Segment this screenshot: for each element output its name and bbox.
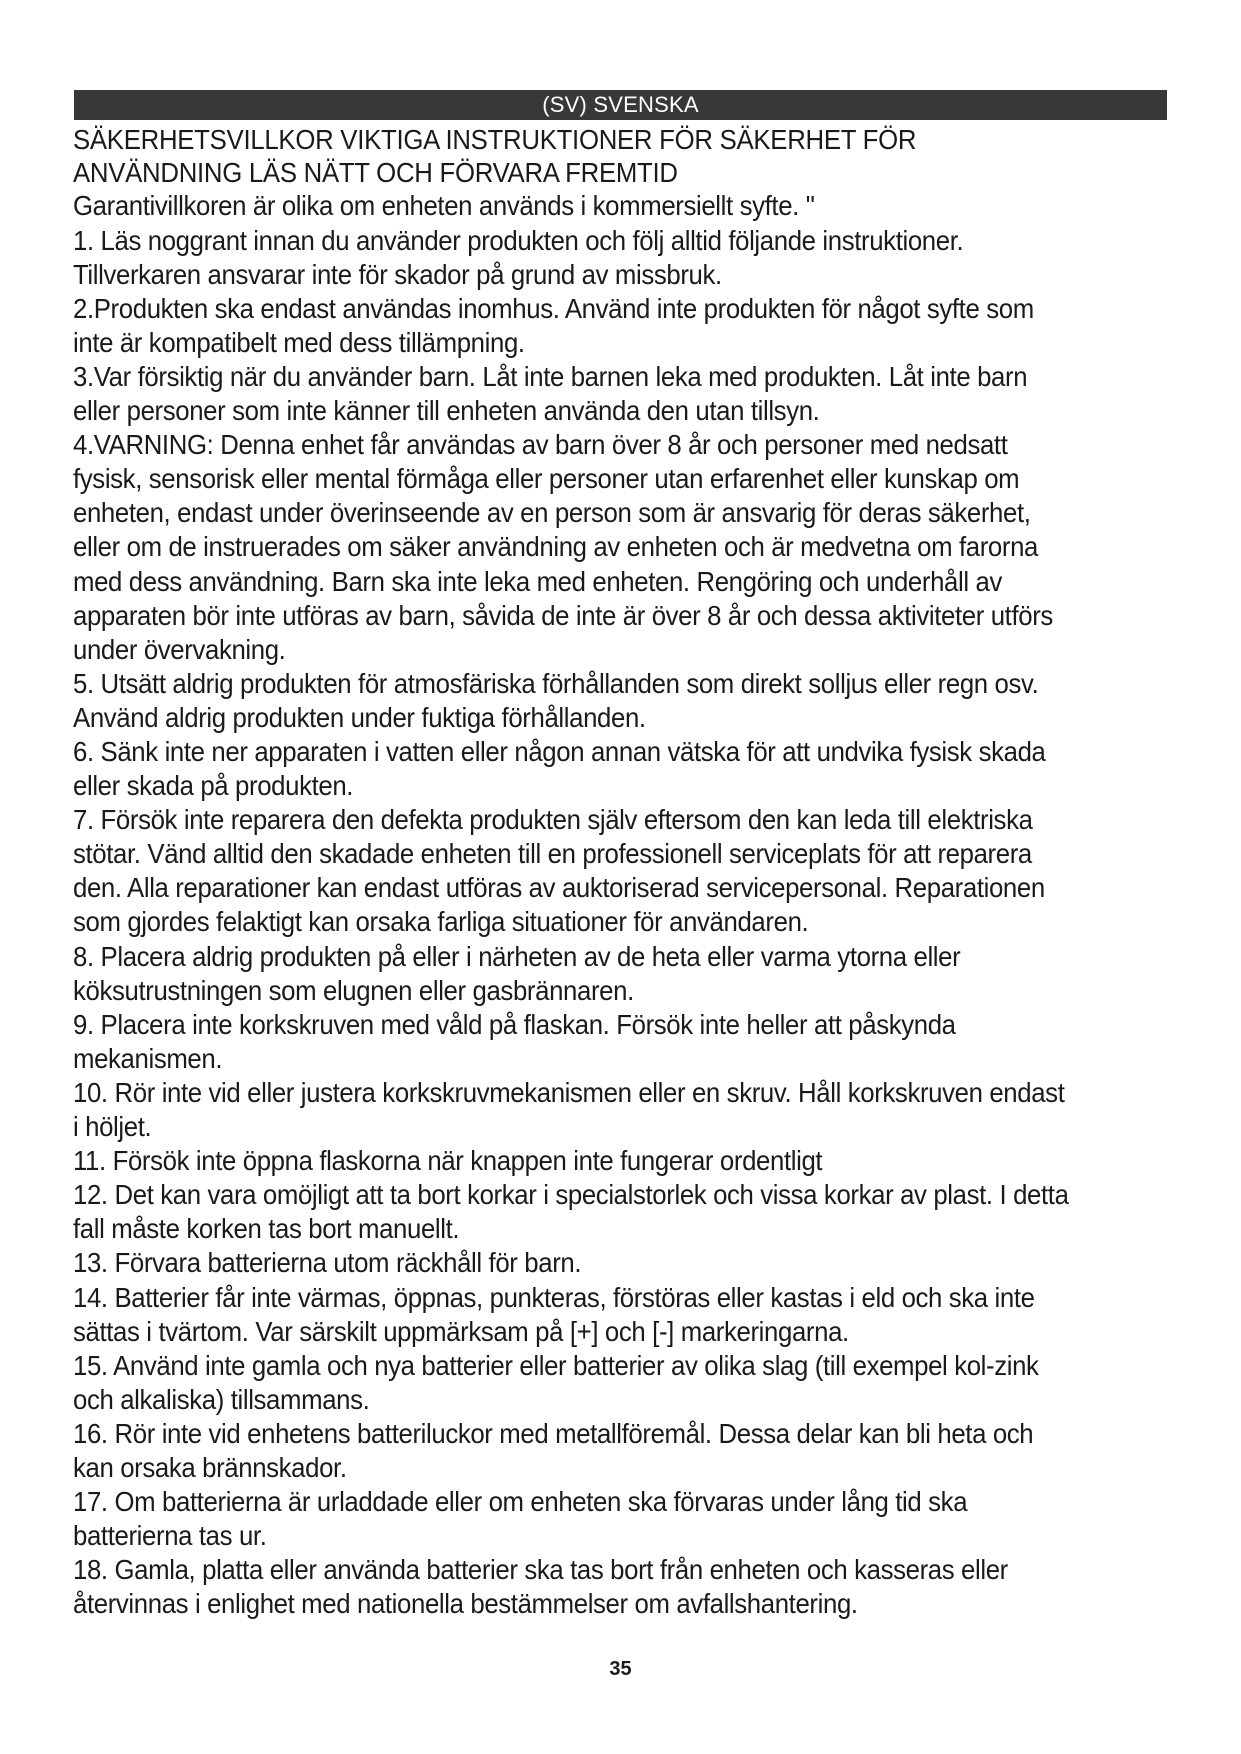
instruction-item: 8. Placera aldrig produkten på eller i närheten av de heta eller varma ytorna eller köksutrustningen som elugnen eller gasbrännaren. — [73, 940, 961, 1006]
instruction-item: 13. Förvara batterierna utom räckhåll för barn. — [73, 1247, 582, 1279]
instruction-item: 2.Produkten ska endast användas inomhus. Använd inte produkten för något syfte som inte är kompatibelt med dess tillämpning. — [73, 292, 1034, 358]
page-number: 35 — [609, 1658, 632, 1680]
instruction-item: 16. Rör inte vid enhetens batteriluckor med metallföremål. Dessa delar kan bli heta och kan orsaka brännskador. — [73, 1417, 1034, 1483]
document-title: SÄKERHETSVILLKOR VIKTIGA INSTRUKTIONER FÖR SÄKERHET FÖR ANVÄNDNING LÄS NÄTT OCH FÖRVARA FREMTID — [73, 124, 917, 188]
instruction-item: 17. Om batterierna är urladdade eller om enheten ska förvaras under lång tid ska batterierna tas ur. — [73, 1486, 968, 1552]
instruction-item: 4.VARNING: Denna enhet får användas av barn över 8 år och personer med nedsatt fysisk, sensorisk eller mental förmåga eller personer utan erfarenhet eller kunskap om enheten, endast under överinseende av en person som är ansvarig för deras säkerhet, eller om de instruerades om säker användning av enheten och är medvetna om farorna med dess användning. Barn ska inte leka med enheten. Rengöring och underhåll av apparaten bör inte utföras av barn, såvida de inte är över 8 år och dessa aktiviteter utförs under övervakning. — [73, 429, 1053, 665]
instruction-item: 14. Batterier får inte värmas, öppnas, punkteras, förstöras eller kastas i eld och ska inte sättas i tvärtom. Var särskilt uppmärksam på [+] och [-] markeringarna. — [73, 1281, 1035, 1347]
instruction-list — [73, 224, 1173, 1622]
warranty-intro: Garantivillkoren är olika om enheten används i kommersiellt syfte. " — [73, 190, 815, 221]
document-content — [73, 123, 1173, 1621]
instruction-item: 12. Det kan vara omöjligt att ta bort korkar i specialstorlek och vissa korkar av plast. I detta fall måste korken tas bort manuellt. — [73, 1179, 1069, 1245]
instruction-item: 7. Försök inte reparera den defekta produkten själv eftersom den kan leda till elektriska stötar. Vänd alltid den skadade enheten till en professionell serviceplats för att reparera den. Alla reparationer kan endast utföras av auktoriserad servicepersonal. Reparationen som gjordes felaktigt kan orsaka farliga situationer för användaren. — [73, 804, 1045, 938]
language-header-bar: (SV) SVENSKA — [74, 90, 1167, 120]
instruction-item: 10. Rör inte vid eller justera korkskruvmekanismen eller en skruv. Håll korkskruven endast i höljet. — [73, 1076, 1065, 1143]
instruction-item: 18. Gamla, platta eller använda batterier ska tas bort från enheten och kasseras eller återvinnas i enlighet med nationella bestämmelser om avfallshantering. — [73, 1554, 1008, 1620]
instruction-item: 1. Läs noggrant innan du använder produkten och följ alltid följande instruktioner. Tillverkaren ansvarar inte för skador på grund av missbruk. — [73, 224, 964, 290]
instruction-item: 15. Använd inte gamla och nya batterier eller batterier av olika slag (till exempel kol-zink och alkaliska) tillsammans. — [73, 1349, 1039, 1415]
instruction-item: 5. Utsätt aldrig produkten för atmosfäriska förhållanden som direkt solljus eller regn osv. Använd aldrig produkten under fuktiga förhållanden. — [73, 667, 1039, 733]
instruction-item: 3.Var försiktig när du använder barn. Låt inte barnen leka med produkten. Låt inte barn eller personer som inte känner till enheten använda den utan tillsyn. — [73, 360, 1028, 427]
instruction-item: 6. Sänk inte ner apparaten i vatten eller någon annan vätska för att undvika fysisk skada eller skada på produkten. — [73, 736, 1046, 802]
instruction-item: 9. Placera inte korkskruven med våld på flaskan. Försök inte heller att påskynda mekanismen. — [73, 1008, 956, 1074]
instruction-item: 11. Försök inte öppna flaskorna när knappen inte fungerar ordentligt — [73, 1145, 823, 1177]
